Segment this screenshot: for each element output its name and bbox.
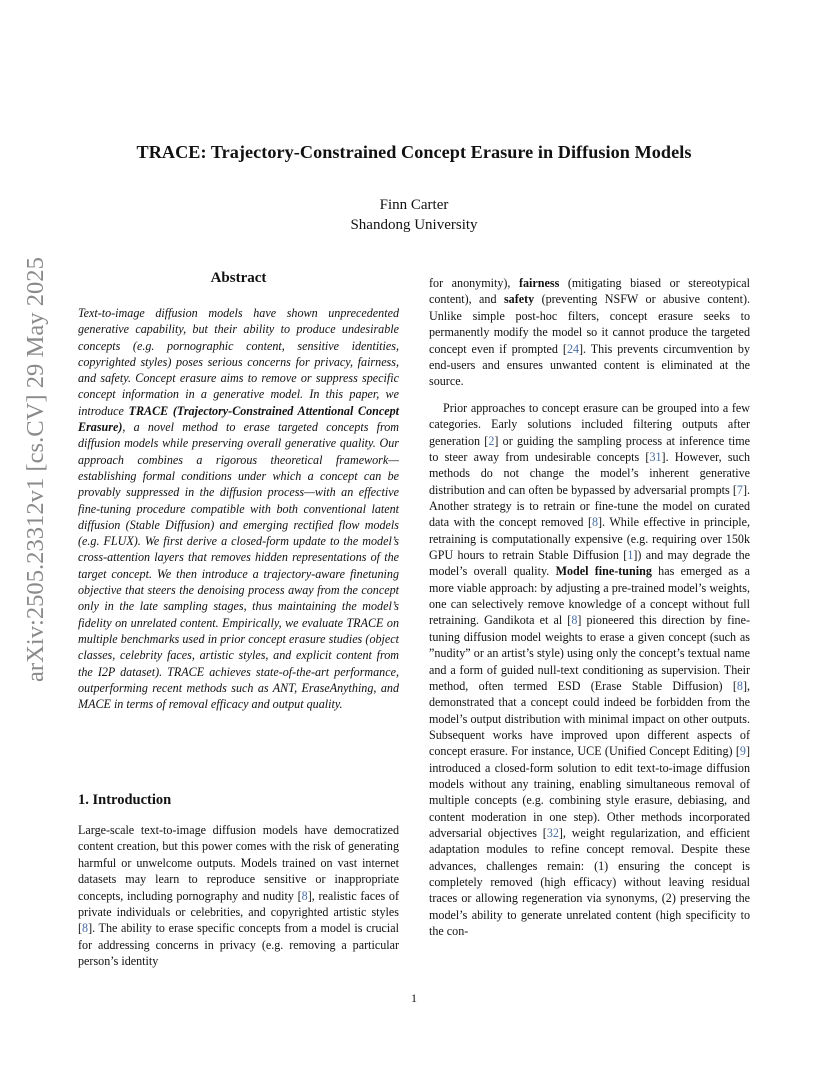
citation-link[interactable]: 2 <box>488 433 495 448</box>
section-heading-introduction: 1. Introduction <box>78 792 172 808</box>
right-paragraph-2 <box>429 400 750 939</box>
page-number: 1 <box>411 991 417 1005</box>
author-block <box>0 195 828 235</box>
citation-link[interactable]: 8 <box>82 921 89 936</box>
citation-link[interactable]: 8 <box>736 678 743 693</box>
body-text: ] pioneered this direction by fine-tuning diffusion model weights to erase a given concept (such as ”nudity” or an artist’s style) using only the concept’s textual name and a form of guided null-text conditioning as supervision. Their method, often termed ESD (Erase Stable Diffusion) [ <box>429 613 750 693</box>
body-text: ]. While effective in principle, retraining is computationally expensive (e.g. requiring over 150k GPU hours to retrain Stable Diffusion [ <box>429 515 750 563</box>
author-name: Finn Carter <box>379 197 449 213</box>
citation-link[interactable]: 8 <box>301 888 308 903</box>
intro-text: ], realistic faces of private individuals or celebrities, and copyrighted artistic styles [ <box>78 888 400 936</box>
abstract-text <box>78 305 399 712</box>
body-text: (preventing NSFW or abusive content). Unlike simple post-hoc filters, concept erasure seeks to permanently modify the model so it cannot produce the targeted concept even if prompted [ <box>429 292 750 356</box>
arxiv-id: arXiv:2505.23312v1 [cs.CV] 29 May 2025 <box>22 257 49 682</box>
citation-link[interactable]: 9 <box>739 744 746 759</box>
body-text: ] or guiding the sampling process at inference time to steer away from undesirable concepts [ <box>429 433 750 465</box>
body-text: ]. This prevents circumvention by end-users and ensures unwanted content is eliminated at the source. <box>429 341 751 389</box>
abstract-text-b: , a novel method to erase targeted concepts from diffusion models while preserving overall generative quality. Our approach combines a rigorous theoretical framework—establishing formal conditions under which a concept can be provably suppressed in the diffusion process—with an effective fine-tuning procedure compatible with both conventional latent diffusion (Stable Diffusion) and emerging rectified flow models (e.g. FLUX). We first derive a closed-form update to the model’s cross-attention layers that removes hidden representations of the target concept. We then introduce a trajectory-aware finetuning objective that steers the denoising process away from the concept only in the late sampling stages, thus maintaining the model’s fidelity on unrelated content. Empirically, we evaluate TRACE on multiple benchmarks used in prior concept erasure studies (object classes, celebrity faces, artistic styles, and explicit content from the I2P dataset). TRACE achieves state-of-the-art performance, outperforming recent methods such as ANT, EraseAnything, and MACE in terms of removal efficacy and output quality. <box>78 420 399 712</box>
arxiv-stamp <box>20 257 52 682</box>
body-text: for anonymity), <box>429 276 519 290</box>
citation-link[interactable]: 31 <box>649 450 662 465</box>
body-text: ]. However, such methods do not change the model’s inherent generative distribution and can often be bypassed by adversarial prompts [ <box>429 450 750 497</box>
citation-link[interactable]: 7 <box>736 482 743 497</box>
body-text: ] introduced a closed-form solution to edit text-to-image diffusion models without any training, enabling simultaneous removal of multiple concepts (e.g. combining style erasure, debiasing, and content moderation in one step). Other methods incorporated adversarial objectives [ <box>429 744 750 840</box>
bold-term: fairness <box>518 276 560 290</box>
bold-term: Model fine-tuning <box>555 564 652 579</box>
paper-title: TRACE: Trajectory-Constrained Concept Erasure in Diffusion Models <box>136 142 692 162</box>
body-text: has emerged as a more viable approach: by adjusting a pre-trained model’s weights, one can selectively remove knowledge of a concept without full retraining. Gandikota et al [ <box>429 564 750 628</box>
bold-term: safety <box>503 292 535 307</box>
body-text: ], weight regularization, and efficient adaptation modules to refine concept removal. Despite these advances, challenges remain: (1) ensuring the concept is completely removed (high efficacy) without leaving residual traces or allowing regeneration via synonyms, (2) preserving the model’s ability to generate unrelated content (high specificity to the con- <box>429 825 750 938</box>
citation-link[interactable]: 8 <box>591 515 599 530</box>
citation-link[interactable]: 24 <box>566 341 580 356</box>
citation-link[interactable]: 32 <box>546 825 559 840</box>
body-text: (mitigating biased or stereotypical content), and <box>429 276 750 307</box>
citation-link[interactable]: 8 <box>571 613 578 628</box>
body-text: ]. Another strategy is to retrain or fine-tune the model on curated data with the concept removed [ <box>429 482 750 530</box>
author-affiliation: Shandong University <box>350 217 478 233</box>
abstract-method-name: TRACE (Trajectory-Constrained Attentional Concept Erasure) <box>78 403 399 435</box>
intro-paragraph <box>78 822 399 970</box>
body-text: Prior approaches to concept erasure can be grouped into a few categories. Early solutions included filtering outputs after generation [ <box>429 401 750 448</box>
abstract-text-a: Text-to-image diffusion models have shown unprecedented generative capability, but their ability to produce undesirable concepts (e.g. pornographic content, sensitive identities, copyrighted styles) poses serious concerns for privacy, fairness, and safety. Concept erasure aims to remove or suppress specific concept information in a generative model. In this paper, we introduce <box>78 306 399 418</box>
body-text: ], demonstrated that a concept could indeed be forbidden from the model’s output distribution with minimal impact on other outputs. Subsequent works have improved upon different aspects of concept erasure. For instance, UCE (Unified Concept Editing) [ <box>429 678 750 759</box>
intro-text: ]. The ability to erase specific concepts from a model is crucial for addressing concerns in privacy (e.g. removing a particular person’s identity <box>78 921 399 969</box>
right-paragraph-1 <box>429 275 750 390</box>
body-text: ]) and may degrade the model’s overall quality. <box>429 548 750 579</box>
abstract-heading: Abstract <box>210 270 267 286</box>
intro-text: Large-scale text-to-image diffusion models have democratized content creation, but this power comes with the risk of generating harmful or unwelcome outputs. Models trained on vast internet datasets may learn to reproduce sensitive or inappropriate concepts, including pornography and nudity [ <box>78 823 399 903</box>
citation-link[interactable]: 1 <box>627 548 634 563</box>
